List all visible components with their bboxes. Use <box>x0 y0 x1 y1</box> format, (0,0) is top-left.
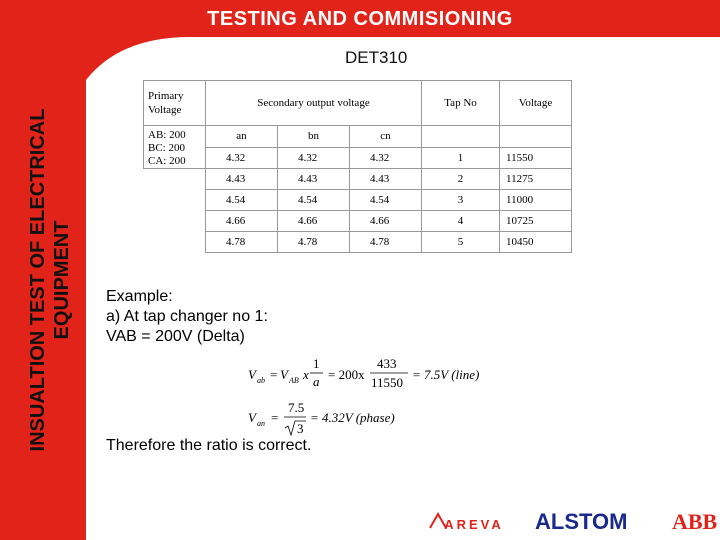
subheader-cn: cn <box>350 126 422 148</box>
eq1-equals: = <box>270 367 278 382</box>
cell-voltage: 11275 <box>500 169 572 190</box>
header-voltage: Voltage <box>500 81 572 126</box>
cell-an: 4.78 <box>206 232 278 253</box>
example-line3: VAB = 200V (Delta) <box>106 328 245 345</box>
header-secondary-voltage: Secondary output voltage <box>206 81 422 126</box>
conclusion-text: Therefore the ratio is correct. <box>106 437 312 454</box>
equation-line-voltage <box>246 354 496 400</box>
eq1-frac1-num: 1 <box>313 356 320 371</box>
eq1-lhs-sub: ab <box>257 376 265 385</box>
eq1-frac2-den: 11550 <box>371 375 404 390</box>
cell-bn: 4.66 <box>278 211 350 232</box>
cell-voltage: 10725 <box>500 211 572 232</box>
blank-cell <box>144 232 206 253</box>
table-row <box>144 190 572 211</box>
eq1-v: V <box>280 367 288 382</box>
abb-logo: ABB <box>672 509 718 534</box>
table-row <box>144 147 572 169</box>
header-primary-voltage <box>144 81 206 126</box>
areva-logo <box>428 510 520 534</box>
header-tap-no: Tap No <box>422 81 500 126</box>
cell-voltage: 11550 <box>500 147 572 169</box>
cell-an: 4.43 <box>206 169 278 190</box>
eq2-lhs: V <box>248 410 256 425</box>
example-line1: Example: <box>106 288 173 305</box>
cell-an: 4.66 <box>206 211 278 232</box>
header-primary-line1: Primary <box>148 90 184 102</box>
eq2-lhs-sub: an <box>257 419 265 428</box>
cell-bn: 4.43 <box>278 169 350 190</box>
subheader-bn: bn <box>278 126 350 148</box>
eq1-v-sub: AB <box>289 376 299 385</box>
equation-phase-voltage <box>246 400 446 442</box>
cell-tap: 3 <box>422 190 500 211</box>
table-header-row <box>144 81 572 126</box>
cell-tap: 5 <box>422 232 500 253</box>
tap-ratio-table <box>143 80 572 253</box>
eq1-eq2: = 200x <box>328 367 365 382</box>
table-row <box>144 232 572 253</box>
side-title-line1: INSUALTION TEST OF ELECTRICAL <box>27 108 49 452</box>
subheader-an: an <box>206 126 278 148</box>
cell-tap: 2 <box>422 169 500 190</box>
side-title-line2: EQUIPMENT <box>51 220 73 340</box>
slide-subtitle: DET310 <box>345 48 408 67</box>
cell-an: 4.32 <box>206 147 278 169</box>
eq2-result: = 4.32V (phase) <box>310 410 395 425</box>
cell-bn: 4.32 <box>278 147 350 169</box>
alstom-logo: ALSTOM <box>535 509 628 534</box>
eq1-frac2-num: 433 <box>377 356 397 371</box>
primary-value-bc: BC: 200 <box>148 142 185 154</box>
table-row <box>144 169 572 190</box>
cell-bn: 4.54 <box>278 190 350 211</box>
eq1-result: = 7.5V (line) <box>412 367 480 382</box>
eq2-equals: = <box>271 410 279 425</box>
blank-cell <box>144 190 206 211</box>
table-subheader-row <box>144 126 572 148</box>
areva-logo-text: AREVA <box>444 517 504 532</box>
eq2-frac-num: 7.5 <box>288 400 305 415</box>
cell-cn: 4.78 <box>350 232 422 253</box>
header-primary-line2: Voltage <box>148 104 182 116</box>
cell-bn: 4.78 <box>278 232 350 253</box>
eq1-x: x <box>303 367 309 382</box>
table-row <box>144 211 572 232</box>
cell-tap: 4 <box>422 211 500 232</box>
cell-voltage: 11000 <box>500 190 572 211</box>
cell-an: 4.54 <box>206 190 278 211</box>
subheader-empty-tap <box>422 126 500 148</box>
cell-voltage: 10450 <box>500 232 572 253</box>
blank-cell <box>144 169 206 190</box>
subheader-empty-voltage <box>500 126 572 148</box>
primary-value-ab: AB: 200 <box>148 129 186 141</box>
side-title <box>5 60 95 500</box>
eq1-frac1-den: a <box>313 374 320 389</box>
cell-cn: 4.43 <box>350 169 422 190</box>
example-line2: a) At tap changer no 1: <box>106 308 268 325</box>
eq1-lhs: V <box>248 367 256 382</box>
cell-tap: 1 <box>422 147 500 169</box>
cell-cn: 4.66 <box>350 211 422 232</box>
primary-value-ca: CA: 200 <box>148 155 186 167</box>
eq2-frac-den: 3 <box>297 421 304 436</box>
primary-values-cell <box>144 126 206 169</box>
blank-cell <box>144 211 206 232</box>
example-text <box>106 287 268 347</box>
slide-title: TESTING AND COMMISIONING <box>207 8 513 30</box>
cell-cn: 4.32 <box>350 147 422 169</box>
cell-cn: 4.54 <box>350 190 422 211</box>
